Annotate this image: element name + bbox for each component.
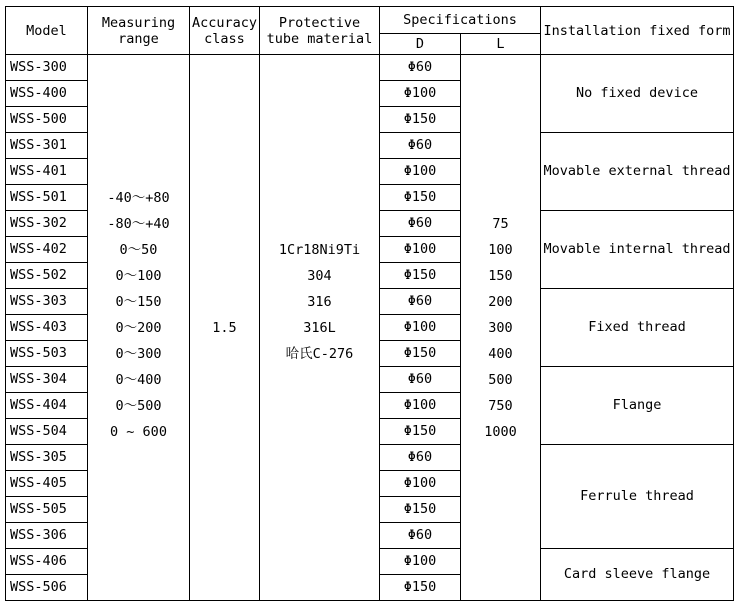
specification-table: [5, 6, 734, 601]
installation-form-cell: Card sleeve flange: [541, 549, 734, 601]
model-cell: WSS-300: [6, 55, 88, 81]
spec-l-value: 300: [488, 320, 513, 336]
spec-l-cell: [461, 55, 541, 601]
material-value: 316: [307, 294, 332, 310]
material-value: 1Cr18Ni9Ti: [278, 242, 361, 258]
spec-l-value: 150: [488, 268, 513, 284]
accuracy-class-cell: [190, 55, 260, 601]
protective-tube-material-cell: [260, 55, 380, 601]
model-cell: WSS-404: [6, 393, 88, 419]
spec-d-cell: Φ150: [380, 575, 461, 601]
installation-form-cell: Ferrule thread: [541, 445, 734, 549]
spec-d-cell: Φ100: [380, 237, 461, 263]
model-cell: WSS-506: [6, 575, 88, 601]
model-cell: WSS-505: [6, 497, 88, 523]
spec-d-cell: Φ150: [380, 341, 461, 367]
spec-d-cell: Φ150: [380, 107, 461, 133]
spec-d-cell: Φ60: [380, 133, 461, 159]
spec-d-cell: Φ100: [380, 81, 461, 107]
model-cell: WSS-400: [6, 81, 88, 107]
spec-d-cell: Φ60: [380, 289, 461, 315]
model-cell: WSS-501: [6, 185, 88, 211]
spec-l-value: 500: [488, 372, 513, 388]
spec-l-value: 200: [488, 294, 513, 310]
spec-l-value: 100: [488, 242, 513, 258]
spec-d-cell: Φ60: [380, 55, 461, 81]
header-spec-d: D: [380, 34, 461, 55]
measuring-range-value: 0～100: [115, 268, 162, 284]
model-cell: WSS-302: [6, 211, 88, 237]
measuring-range-value: 0～200: [115, 320, 162, 336]
measuring-range-value: 0 ~ 600: [110, 424, 167, 440]
model-cell: WSS-306: [6, 523, 88, 549]
spec-d-cell: Φ60: [380, 211, 461, 237]
spec-l-value: 750: [488, 398, 513, 414]
spec-d-cell: Φ60: [380, 367, 461, 393]
model-cell: WSS-403: [6, 315, 88, 341]
material-value: 哈氏C-276: [285, 346, 354, 362]
model-cell: WSS-401: [6, 159, 88, 185]
installation-form-cell: No fixed device: [541, 55, 734, 133]
model-cell: WSS-305: [6, 445, 88, 471]
material-value: 304: [307, 268, 332, 284]
measuring-range-value: 0～150: [115, 294, 162, 310]
header-protective-tube-material: Protective tube material: [260, 7, 380, 55]
header-measuring-range: Measuring range: [88, 7, 190, 55]
spec-d-cell: Φ100: [380, 159, 461, 185]
header-installation-fixed-form: Installation fixed form: [541, 7, 734, 55]
spec-l-value: 1000: [484, 424, 517, 440]
installation-form-cell: Movable external thread: [541, 133, 734, 211]
header-model: Model: [6, 7, 88, 55]
spec-l-value: 75: [492, 216, 509, 232]
model-cell: WSS-500: [6, 107, 88, 133]
installation-form-cell: Fixed thread: [541, 289, 734, 367]
model-cell: WSS-503: [6, 341, 88, 367]
model-cell: WSS-303: [6, 289, 88, 315]
installation-form-cell: Movable internal thread: [541, 211, 734, 289]
spec-d-cell: Φ150: [380, 263, 461, 289]
installation-form-cell: Flange: [541, 367, 734, 445]
spec-d-cell: Φ100: [380, 549, 461, 575]
model-cell: WSS-502: [6, 263, 88, 289]
spec-d-cell: Φ100: [380, 393, 461, 419]
spec-d-cell: Φ150: [380, 185, 461, 211]
accuracy-class-value: 1.5: [212, 320, 237, 336]
measuring-range-value: 0～50: [119, 242, 158, 258]
measuring-range-value: 0～400: [115, 372, 162, 388]
measuring-range-value: -80～+40: [107, 216, 170, 232]
spec-table-container: [5, 6, 734, 601]
spec-d-cell: Φ100: [380, 315, 461, 341]
measuring-range-value: 0～500: [115, 398, 162, 414]
header-spec-l: L: [461, 34, 541, 55]
material-value: 316L: [303, 320, 336, 336]
spec-d-cell: Φ150: [380, 419, 461, 445]
spec-d-cell: Φ150: [380, 497, 461, 523]
header-accuracy-class: Accuracy class: [190, 7, 260, 55]
spec-d-cell: Φ60: [380, 445, 461, 471]
model-cell: WSS-406: [6, 549, 88, 575]
spec-l-value: 400: [488, 346, 513, 362]
spec-d-cell: Φ100: [380, 471, 461, 497]
header-specifications: Specifications: [380, 7, 541, 34]
model-cell: WSS-304: [6, 367, 88, 393]
measuring-range-value: -40～+80: [107, 190, 170, 206]
measuring-range-cell: [88, 55, 190, 601]
spec-d-cell: Φ60: [380, 523, 461, 549]
model-cell: WSS-301: [6, 133, 88, 159]
model-cell: WSS-405: [6, 471, 88, 497]
model-cell: WSS-504: [6, 419, 88, 445]
measuring-range-value: 0～300: [115, 346, 162, 362]
model-cell: WSS-402: [6, 237, 88, 263]
